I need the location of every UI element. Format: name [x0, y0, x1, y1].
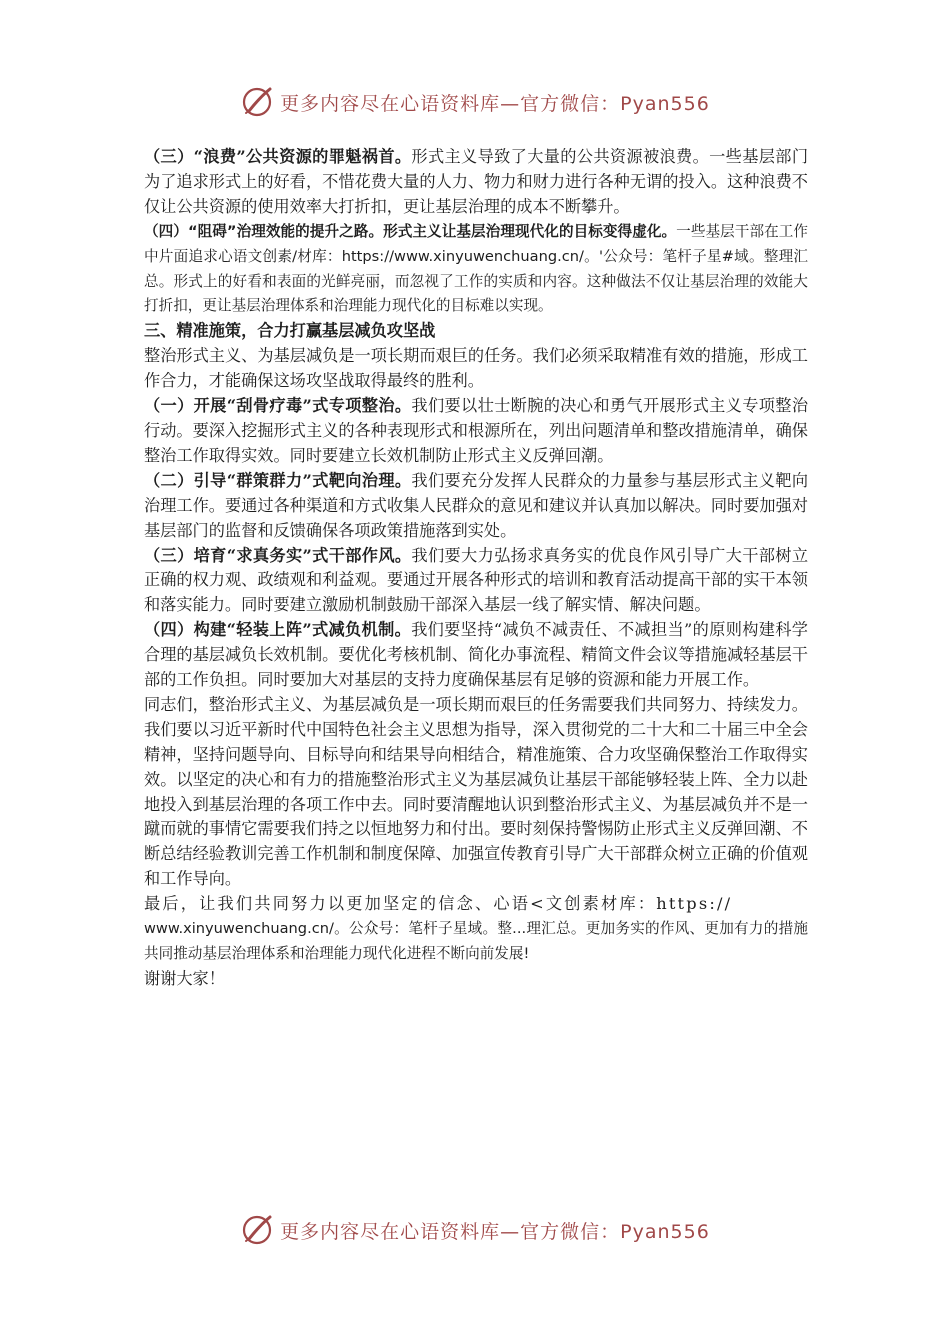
paragraph-text: 形式主义导致了大量的公共资源被浪费。一些基层部门为了追求形式上的好看，不惜花费大量的人力、物力和财力进行各种无谓的投入。这种浪费不仅让公共资源的使用效率大打折扣，更让基层治理的成本不断攀升。 — [144, 147, 809, 216]
paragraph-work-style — [144, 544, 808, 619]
section-heading: 三、精准施策，合力打赢基层减负攻坚战 — [144, 321, 436, 341]
paragraph-text: 我们要大力弘扬求真务实的优良作风引导广大干部树立正确的权力观、政绩观和利益观。要通过开展各种形式的培训和教育活动提高干部的实干本领和落实能力。同时要建立激励机制鼓励干部深入基层一线了解实情、解决问题。 — [144, 545, 809, 615]
footer-banner-text: 更多内容尽在心语资料库—官方微信：Pyan556 — [280, 1220, 710, 1243]
paragraph-heading: （四）“阻碍”治理效能的提升之路。形式主义让基层治理现代化的目标变得虚化。 — [144, 222, 677, 240]
paragraph-text: 我们要充分发挥人民群众的力量参与基层形式主义靶向治理工作。要通过各种渠道和方式收集人民群众的意见和建议并认真加以解决。同时要加强对基层部门的监督和反馈确保各项政策措施落到实处。 — [144, 470, 809, 540]
paragraph-heading: （一）开展“刮骨疗毒”式专项整治。 — [144, 396, 412, 416]
footer-banner — [0, 1212, 950, 1248]
paragraph-text: 我们要坚持“减负不减责任、不减担当”的原则构建科学合理的基层减负长效机制。要优化考核机制、简化办事流程、精简文件会议等措施减轻基层干部的工作负担。同时要加大对基层的支持力度确保基层有足够的资源和能力开展工作。 — [144, 620, 808, 690]
document-body — [144, 145, 808, 992]
paragraph-text: 一些基层干部在工作中片面追求心语文创素/材库：https://www.xinyuwenchuang.cn/。'公众号：笔杆子星#域。整理汇总。形式上的好看和表面的光鲜亮丽，而忽视了工作的实质和内容。这种做法不仅让基层治理的效能大打折扣，更让基层治理体系和治理能力现代化的目标难以实现。 — [144, 222, 808, 315]
paragraph-burden-mechanism — [144, 618, 808, 693]
paragraph-comrades: 同志们，整治形式主义、为基层减负是一项长期而艰巨的任务需要我们共同努力、持续发力。我们要以习近平新时代中国特色社会主义思想为指导，深入贯彻党的二十大和二十届三中全会精神，坚持问题导向、目标导向和结果导向相结合，精准施策、合力攻坚确保整治工作取得实效。以坚定的决心和有力的措施整治形式主义为基层减负让基层干部能够轻装上阵、全力以赴地投入到基层治理的各项工作中去。同时要清醒地认识到整治形式主义、为基层减负并不是一蹴而就的事情它需要我们持之以恒地努力和付出。要时刻保持警惕防止形式主义反弹回潮、不断总结经验教训完善工作机制和制度保障、加强宣传教育引导广大干部群众树立正确的价值观和工作导向。 — [144, 694, 808, 889]
paragraph-targeted-governance — [144, 469, 808, 544]
paragraph-text: 我们要以壮士断腕的决心和勇气开展形式主义专项整治行动。要深入挖掘形式主义的各种表现形式和根源所在，列出问题清单和整改措施清单，确保整治工作取得实效。同时要建立长效机制防止形式主义反弹回潮。 — [144, 396, 809, 465]
pen-logo-icon — [240, 85, 274, 119]
paragraph-intro: 整治形式主义、为基层减负是一项长期而艰巨的任务。我们必须采取精准有效的措施，形成工作合力，才能确保这场攻坚战取得最终的胜利。 — [144, 346, 808, 391]
paragraph-obstacle — [144, 220, 808, 320]
paragraph-closing-line2: www.xinyuwenchuang.cn/。公众号：笔杆子星域。整...理汇总。更加务实的作风、更加有力的措施共同推动基层治理体系和治理能力现代化进程不断向前发展! — [144, 920, 808, 962]
paragraph-heading: （三）培育“求真务实”式干部作风。 — [144, 545, 412, 565]
paragraph-waste — [144, 145, 808, 220]
paragraph-closing-line1: 最后，让我们共同努力以更加坚定的信念、心语<文创素材库：https:// — [144, 894, 733, 914]
pen-logo-icon — [240, 1213, 274, 1247]
header-banner — [0, 84, 950, 120]
paragraph-heading: （三）“浪费”公共资源的罪魁祸首。 — [144, 147, 412, 166]
paragraph-heading: （四）构建“轻装上阵”式减负机制。 — [144, 620, 412, 640]
paragraph-thanks: 谢谢大家！ — [144, 968, 225, 988]
paragraph-heading: （二）引导“群策群力”式靶向治理。 — [144, 470, 412, 490]
paragraph-rectification — [144, 394, 808, 469]
header-banner-text: 更多内容尽在心语资料库—官方微信：Pyan556 — [280, 92, 710, 115]
